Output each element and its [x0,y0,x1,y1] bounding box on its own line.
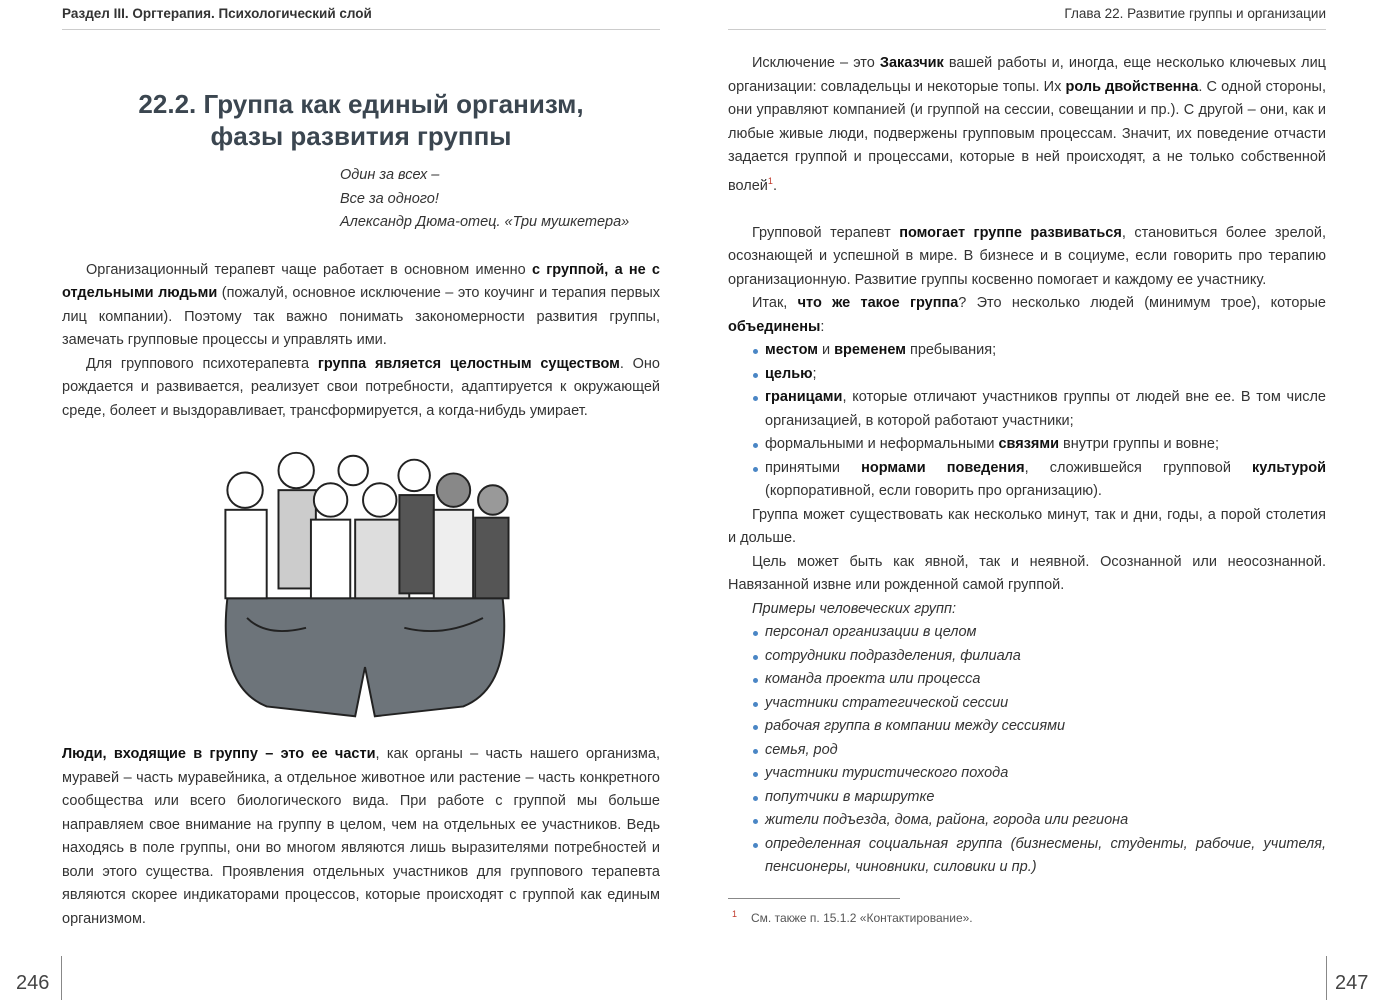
bold-text: Заказчик [879,55,944,71]
footnote-divider [728,898,900,899]
text-run: Групповой терапевт [752,224,900,241]
list-item: сотрудники подразделения, филиала [728,645,1326,669]
paragraph [62,743,660,931]
list-item: попутчики в маршрутке [728,786,1326,810]
paragraph-text [728,55,1326,193]
list-item: рабочая группа в компании между сессиями [728,715,1326,739]
text-run: , которые отличают участников группы от людей вне ее. В том числе организацией, в которой работают участники; [765,389,1326,429]
examples-heading: Примеры человеческих групп: [752,600,957,617]
text-run: пребывания; [905,342,997,359]
group-examples-list [728,621,1326,880]
text-run: Итак, [752,295,798,312]
epigraph [340,164,660,235]
group-attributes-list [728,339,1326,504]
body-text [62,259,660,424]
paragraph [62,259,660,353]
text-run: ? Это несколько людей (минимум трое), которые [958,295,1326,312]
text-run: Для группового психотерапевта [86,355,318,372]
text-run: (корпоративной, если говорить про организацию). [765,483,1102,500]
running-head: Глава 22. Развитие группы и организации [728,6,1326,30]
title-line-2: фазы развития группы [210,121,512,151]
text-run: принятыми [765,459,862,476]
list-item: жители подъезда, дома, района, города или региона [728,809,1326,833]
text-run: формальными и неформальными [765,436,999,453]
list-item: определенная социальная группа (бизнесмены, студенты, рабочие, учителя, пенсионеры, чиновники, силовики и пр.) [728,833,1326,880]
bold-text: Люди, входящие в группу – это ее части [62,746,376,762]
text-run: Группа может существовать как несколько минут, так и дни, годы, а порой столетия и дольше. [728,506,1326,547]
list-item [728,339,1326,363]
list-item: персонал организации в целом [728,621,1326,645]
text-run: и [817,342,835,359]
paragraph [728,52,1326,198]
text-run: вашей работы и, иногда, еще несколько ключевых лиц организации: совладельцы и некоторые топы. Их [728,55,1326,95]
bold-text: объединены [728,318,821,335]
footnote-text: См. также п. 15.1.2 «Контактирование». [751,910,973,925]
list-item: команда проекта или процесса [728,668,1326,692]
title-line-1: 22.2. Группа как единый организм, [138,89,584,119]
paragraph [728,292,1326,339]
paragraph [728,504,1326,551]
text-run: , как органы – часть нашего организма, муравей – часть муравейника, а отдельное животное или растение – часть конкретного сообщества или всего биологического вида. При работе с группой мы больше направляем свое внимание на группу в целом, чем на отдельных ее участников. Ведь находясь в поле группы, они во многом являются лишь выразителями потребностей и воли этого существа. Проявления отдельных участников для группового терапевта являются скорее индикаторами процессов, которые происходят с группой как единым организмом. [62,746,660,927]
text-run: : [820,318,825,335]
list-item: участники туристического похода [728,762,1326,786]
bold-text: помогает группе развиваться [899,224,1122,241]
right-page [694,0,1389,1000]
text-run: . С одной стороны, они управляют компанией (и группой на сессии, совещании и пр.). С другой – они, как и любые живые люди, подвержены групповым процессам. Значит, их поведение отчасти задается группой и процессами, которые в ней происходят, а не только собственной волей [728,78,1326,194]
footnote-reference[interactable]: 1 [767,175,773,186]
text-run: Цель может быть как явной, так и неявной. Осознанной или неосознанной. Навязанной извне или рожденной самой группой. [728,553,1326,594]
body-text [62,743,660,931]
epigraph-attribution: Александр Дюма-отец. «Три мушкетера» [340,214,630,230]
list-item: семья, род [728,739,1326,763]
text-run: внутри группы и вовне; [1059,436,1219,453]
left-page [0,0,694,1000]
list-item [728,363,1326,387]
bold-text: культурой [1252,459,1326,476]
footnote-block [728,898,1326,925]
text-run: , становиться более зрелой, осознающей и успешной в мире. В бизнесе и в социуме, если говорить про терапию организационную. Развитие группы косвенно помогает и каждому ее участнику. [728,224,1326,288]
text-run: Организационный терапевт чаще работает в основном именно [86,261,532,278]
list-item: участники стратегической сессии [728,692,1326,716]
text-run: (пожалуй, основное исключение – это коучинг и терапия первых лиц компании). Поэтому так важно понимать закономерности развития группы, замечать групповые процессы и управлять ими. [62,285,660,348]
epigraph-line: Все за одного! [340,190,439,207]
footnote-number: 1 [732,908,738,919]
paragraph [62,353,660,424]
bold-text: местом [765,342,818,359]
paragraph [728,222,1326,293]
page-number: 247 [1326,956,1335,1000]
bold-text: нормами поведения [861,459,1025,476]
bold-text: роль двойственна [1065,78,1199,95]
epigraph-line: Один за всех – [340,167,440,183]
bold-text: связями [998,436,1060,453]
group-in-pants-illustration [205,441,525,731]
text-run: . Оно рождается и развивается, реализует свои потребности, адаптируется к окружающей среде, болеет и выздоравливает, трансформируется, а когда-нибудь умирает. [62,355,660,419]
bold-text: что же такое группа [797,295,959,312]
text-run: Исключение – это [752,55,880,71]
section-title [62,88,660,152]
list-item [728,457,1326,504]
bold-text: с группой, а не с отдельными людьми [62,261,660,301]
page-number: 246 [16,956,62,1000]
bold-text: группа является целостным существом [317,355,620,372]
footnote [732,909,1326,925]
paragraph [728,551,1326,598]
text-run: , сложившейся групповой [1024,459,1253,476]
list-item [728,386,1326,433]
bold-text: целью [765,365,813,382]
bold-text: временем [834,342,906,359]
list-item [728,433,1326,457]
bold-text: границами [765,389,843,406]
text-run: ; [812,365,817,382]
paragraph-end: . [772,177,777,194]
body-text [728,52,1326,880]
running-head: Раздел III. Оргтерапия. Психологический слой [62,6,660,30]
